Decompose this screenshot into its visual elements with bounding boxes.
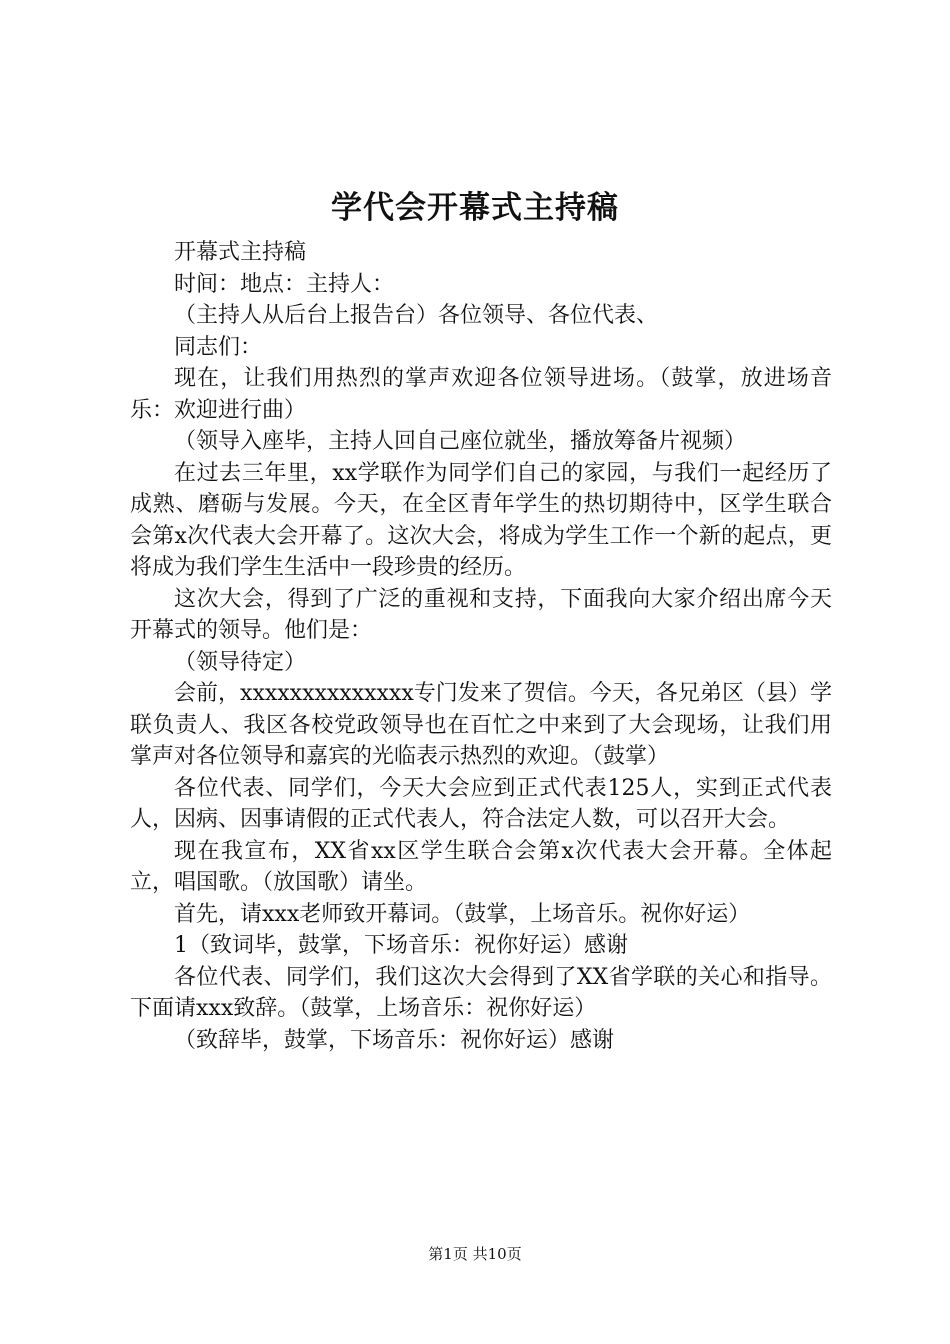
paragraph-welcome-leaders: 现在，让我们用热烈的掌声欢迎各位领导进场。（鼓掌，放进场音乐：欢迎进行曲） [130, 366, 832, 423]
paragraph-comrades: 同志们： [174, 334, 263, 360]
paragraph-thanks-2: （致辞毕，鼓掌，下场音乐：祝你好运）感谢 [174, 1027, 615, 1053]
paragraph-declare-opening: 现在我宣布，XX省xx区学生联合会第x次代表大会开幕。全体起立，唱国歌。（放国歌）请坐。 [130, 838, 832, 895]
paragraph-provincial-guidance: 各位代表、同学们，我们这次大会得到了XX省学联的关心和指导。下面请xxx致辞。（鼓掌，上场音乐：祝你好运） [130, 964, 832, 1021]
paragraph-leaders-tbd: （领导待定） [174, 649, 307, 675]
paragraph-attendance: 各位代表、同学们，今天大会应到正式代表125人，实到正式代表人，因病、因事请假的正式代表人，符合法定人数，可以召开大会。 [130, 775, 832, 832]
paragraph-host-on-stage: （主持人从后台上报告台）各位领导、各位代表、 [174, 303, 659, 328]
paragraph-heading: 开幕式主持稿 [174, 240, 307, 265]
paragraph-introduce-leaders: 这次大会，得到了广泛的重视和支持，下面我向大家介绍出席今天开幕式的领导。他们是： [130, 586, 832, 643]
page-footer: 第1页 共10页 [428, 1245, 522, 1263]
paragraph-play-video: （领导入座毕，主持人回自己座位就坐，播放筹备片视频） [174, 429, 747, 454]
paragraph-thanks-1: 1（致词毕，鼓掌，下场音乐：祝你好运）感谢 [174, 933, 628, 958]
paragraph-time-place-host: 时间：地点：主持人： [174, 271, 395, 297]
paragraph-opening-speech: 首先，请xxx老师致开幕词。（鼓掌，上场音乐。祝你好运） [174, 901, 751, 927]
paragraph-congratulation-letter: 会前，xxxxxxxxxxxxxx专门发来了贺信。今天，各兄弟区（县）学联负责人、我区各校党政领导也在百忙之中来到了大会现场，让我们用掌声对各位领导和嘉宾的光临表示热烈的欢迎。（鼓掌） [130, 681, 832, 769]
document-body [130, 237, 832, 1056]
paragraph-past-three-years: 在过去三年里，xx学联作为同学们自己的家园，与我们一起经历了成熟、磨砺与发展。今天，在全区青年学生的热切期待中，区学生联合会第x次代表大会开幕了。这次大会，将成为学生工作一个新的起点，更将成为我们学生生活中一段珍贵的经历。 [130, 460, 832, 580]
document-title: 学代会开幕式主持稿 [331, 190, 619, 226]
